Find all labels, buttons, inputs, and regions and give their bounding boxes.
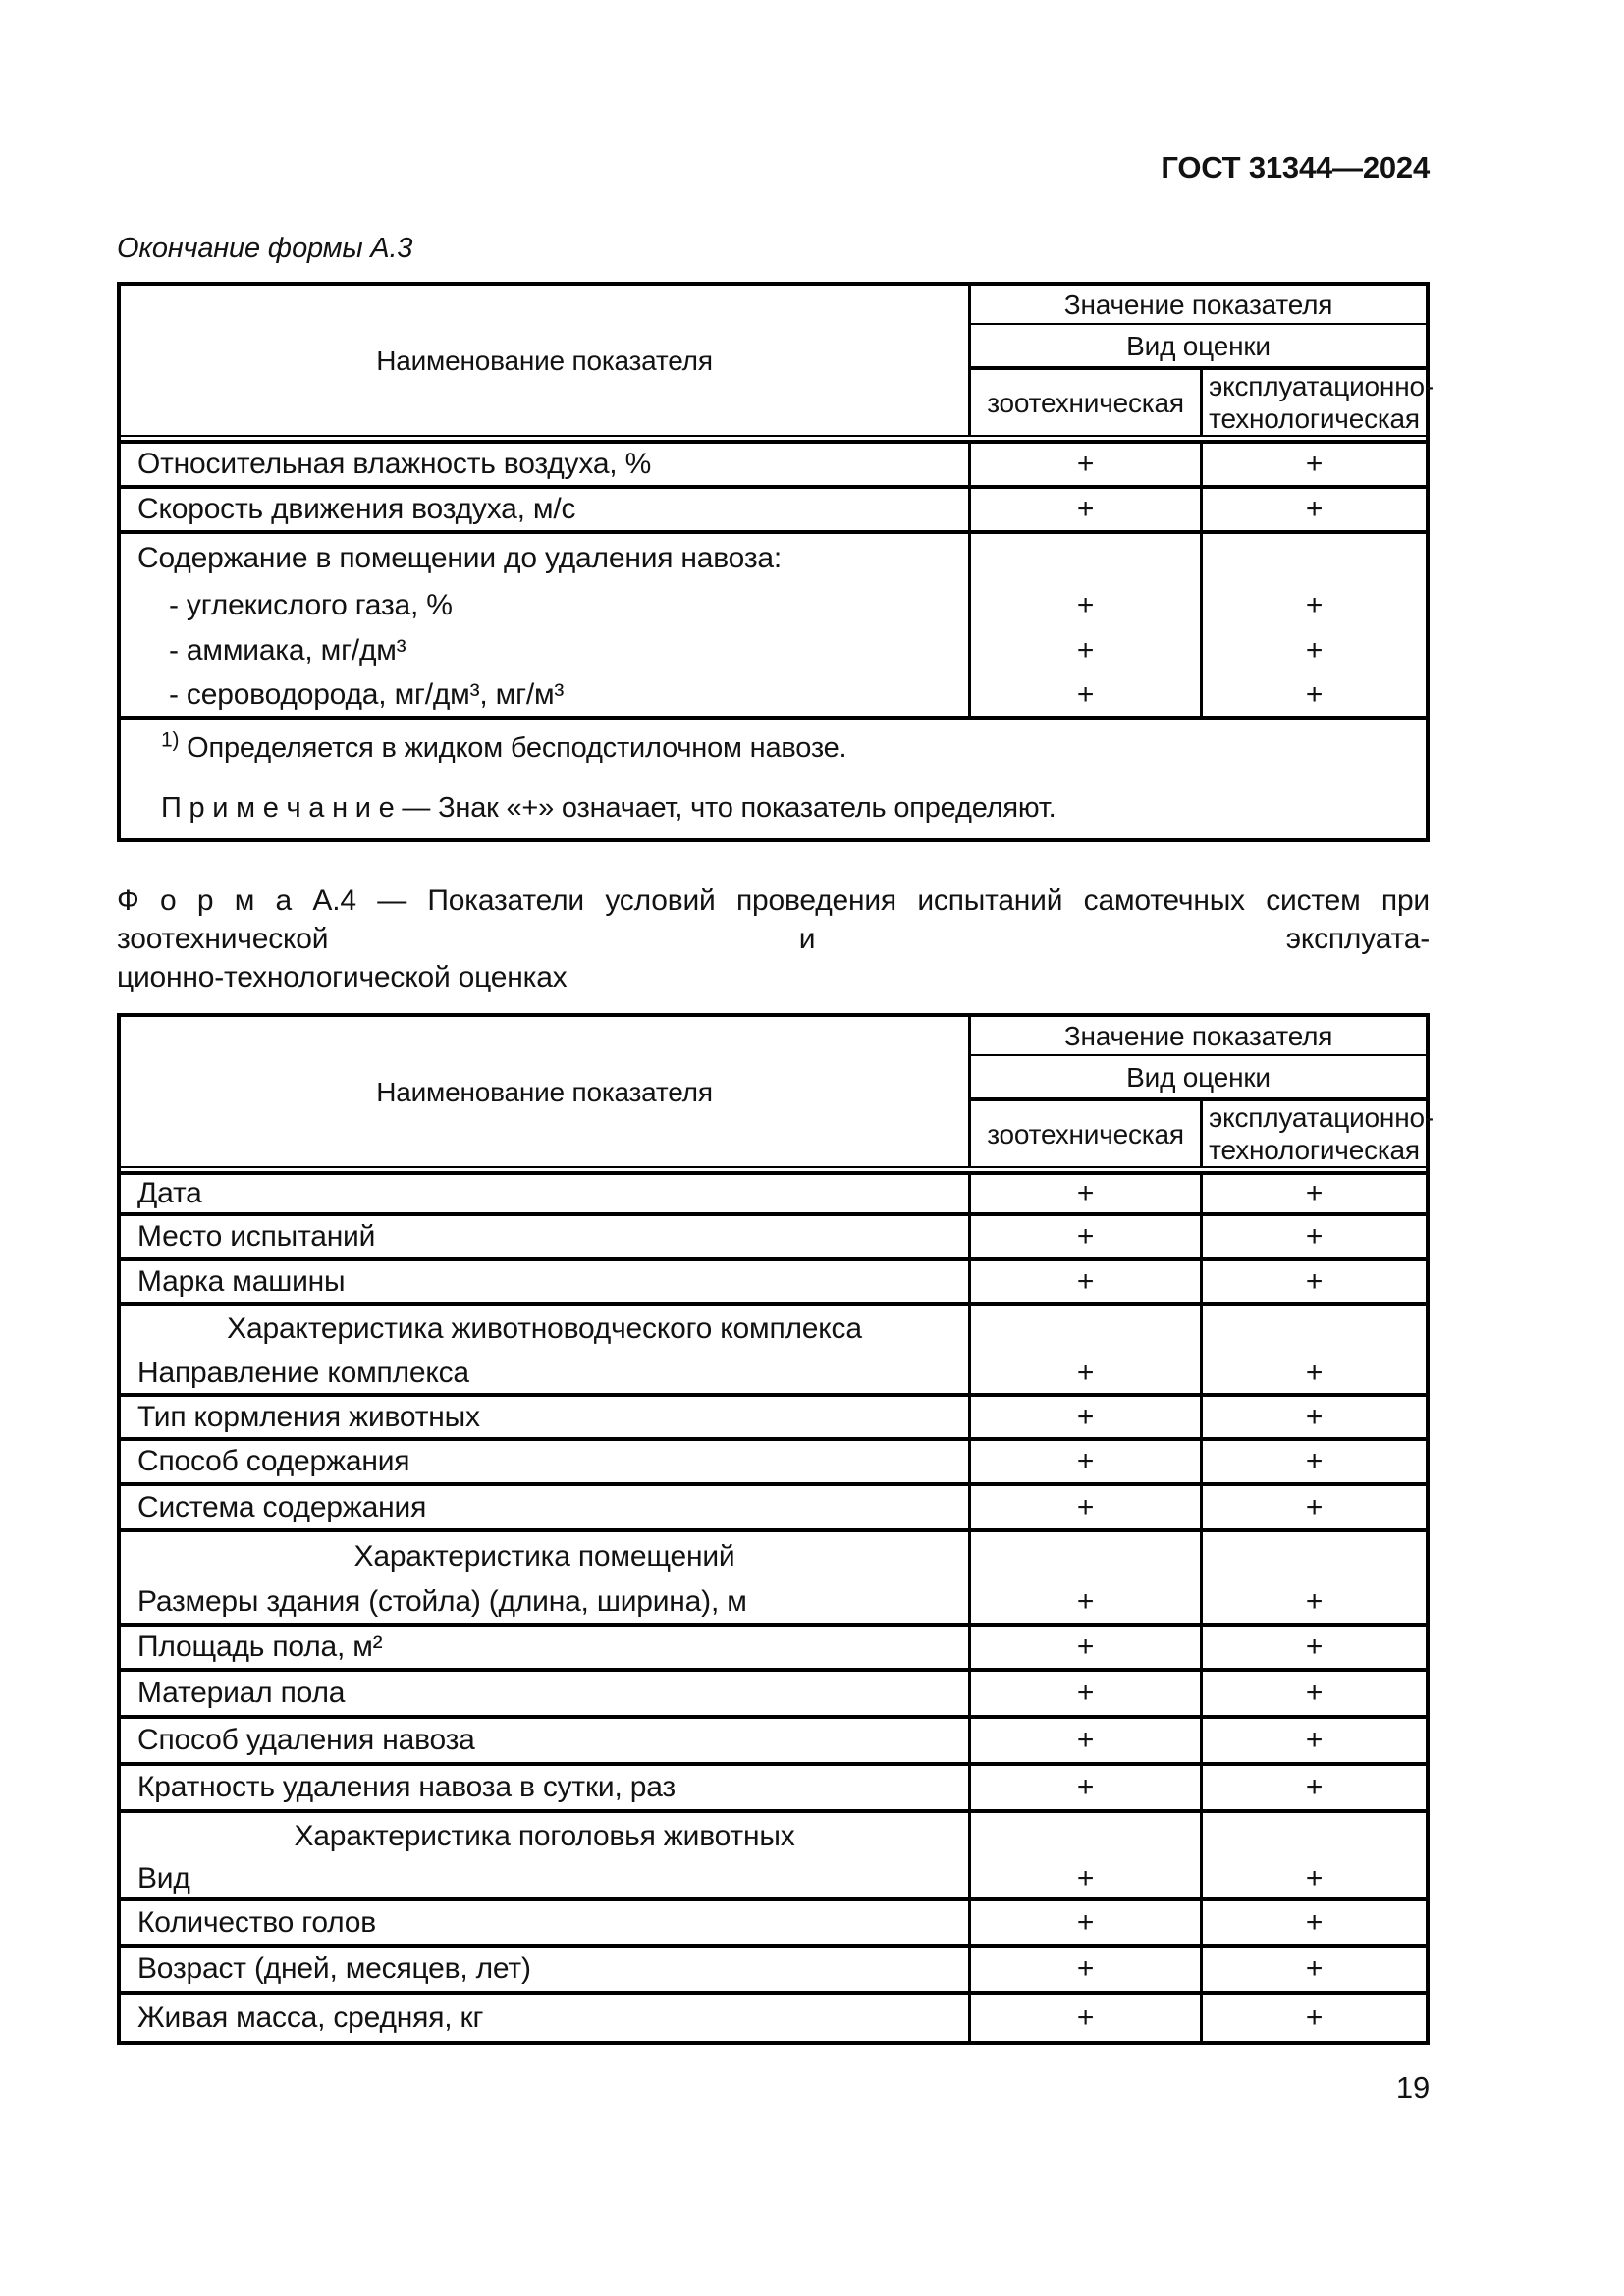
column-header-value-group: Значение показателя	[971, 286, 1426, 325]
operational-value-cell: +	[1203, 1397, 1426, 1441]
indicator-name-cell: Дата	[121, 1175, 971, 1216]
indicator-name-cell: Площадь пола, м²	[121, 1627, 971, 1672]
column-header-kind-group: Вид оценки	[971, 325, 1426, 370]
operational-value-cell: +	[1203, 1441, 1426, 1486]
operational-value-cell: +	[1203, 1627, 1426, 1672]
indicator-name-cell: Марка машины	[121, 1261, 971, 1306]
table-row	[121, 1948, 1426, 1995]
indicator-name-cell: - углекислого газа, %	[121, 583, 971, 628]
zootechnical-value-cell: +	[971, 1353, 1203, 1397]
table-row	[121, 1901, 1426, 1948]
table-row	[121, 1486, 1426, 1532]
footnote-marker: 1)	[161, 728, 180, 752]
zootechnical-value-cell: +	[971, 1766, 1203, 1813]
table-row	[121, 1175, 1426, 1216]
table-row	[121, 489, 1426, 534]
indicator-name-cell: Относительная влажность воздуха, %	[121, 444, 971, 489]
zootechnical-value-cell: +	[971, 1175, 1203, 1216]
operational-value-cell: +	[1203, 444, 1426, 489]
note-line	[161, 791, 1402, 825]
zootechnical-value-cell: +	[971, 1580, 1203, 1627]
indicator-name-cell: Место испытаний	[121, 1216, 971, 1261]
operational-value-cell: +	[1203, 1766, 1426, 1813]
indicator-name-cell: - аммиака, мг/дм³	[121, 628, 971, 673]
zootechnical-value-cell: +	[971, 1995, 1203, 2041]
doc-code: ГОСТ 31344—2024	[1161, 150, 1430, 185]
indicator-name-cell: Живая масса, средняя, кг	[121, 1995, 971, 2041]
section-header-row	[121, 1813, 1426, 1859]
form-a3-table	[117, 282, 1434, 842]
table-row	[121, 1353, 1426, 1397]
table-row	[121, 1859, 1426, 1901]
section-title-cell: Характеристика помещений	[121, 1532, 971, 1580]
zootechnical-value-cell: +	[971, 1627, 1203, 1672]
indicator-name-cell: Направление комплекса	[121, 1353, 971, 1397]
zootechnical-value-cell: +	[971, 1672, 1203, 1719]
operational-value-cell: +	[1305, 589, 1324, 621]
indicator-name-cell: Материал пола	[121, 1672, 971, 1719]
operational-value-cell: +	[1203, 1672, 1426, 1719]
zootechnical-value-cell: +	[971, 1901, 1203, 1948]
indicator-name-cell: Скорость движения воздуха, м/с	[121, 489, 971, 534]
indicator-name-cell: Система содержания	[121, 1486, 971, 1532]
page-number: 19	[1395, 2070, 1430, 2105]
zootechnical-value-cell	[971, 1813, 1203, 1859]
table-row	[121, 583, 1426, 628]
zootechnical-value-cell	[971, 534, 1203, 583]
zootechnical-value-cell: +	[971, 1441, 1203, 1486]
indicator-name-cell: Количество голов	[121, 1901, 971, 1948]
zootechnical-value-cell: +	[971, 1859, 1203, 1901]
operational-value-cell: +	[1203, 1216, 1426, 1261]
table-row	[121, 444, 1426, 489]
column-header-operational: эксплуатационно-технологическая	[1203, 1101, 1426, 1168]
operational-value-cell: +	[1203, 1175, 1426, 1216]
indicator-name-cell: Возраст (дней, месяцев, лет)	[121, 1948, 971, 1995]
form-a4-title-line1: Ф о р м а А.4 — Показатели условий проведения испытаний самотечных систем при зоотехнической и эксплуата-	[117, 884, 1430, 955]
operational-value-cell	[1203, 1532, 1426, 1580]
table-row	[121, 534, 1426, 583]
operational-value-cell	[1203, 534, 1426, 583]
table-row	[121, 673, 1426, 720]
indicator-name-cell: Способ содержания	[121, 1441, 971, 1486]
table-row	[121, 1672, 1426, 1719]
column-header-kind-group: Вид оценки	[971, 1056, 1426, 1101]
table-row	[121, 1441, 1426, 1486]
header-divider	[121, 437, 1426, 444]
table-row	[121, 628, 1426, 673]
table-row	[121, 1216, 1426, 1261]
table-header-row	[121, 1017, 1426, 1056]
page-content	[117, 0, 1434, 2106]
operational-value-cell: +	[1203, 1948, 1426, 1995]
zootechnical-value-cell: +	[971, 444, 1203, 489]
operational-value-cell: +	[1305, 634, 1324, 667]
zootechnical-value-cell: +	[971, 583, 1203, 628]
indicator-name-cell: Тип кормления животных	[121, 1397, 971, 1441]
operational-value-cell: +	[1203, 673, 1426, 720]
section-header-row	[121, 1532, 1426, 1580]
operational-value-cell: +	[1203, 1261, 1426, 1306]
operational-value-cell: +	[1203, 1580, 1426, 1627]
zootechnical-value-cell: +	[971, 1397, 1203, 1441]
indicator-name-cell: Размеры здания (стойла) (длина, ширина), м	[121, 1580, 971, 1627]
operational-value-cell: +	[1305, 2001, 1324, 2034]
footnote-row	[121, 720, 1426, 838]
operational-value-cell	[1203, 1813, 1426, 1859]
indicator-name-cell: Кратность удаления навоза в сутки, раз	[121, 1766, 971, 1813]
zootechnical-value-cell: +	[971, 1719, 1203, 1766]
note-label: П р и м е ч а н и е	[161, 792, 395, 824]
zootechnical-value-cell: +	[971, 1216, 1203, 1261]
section-title-cell: Характеристика поголовья животных	[121, 1813, 971, 1859]
column-header-value-group: Значение показателя	[971, 1017, 1426, 1056]
indicator-name-cell: Содержание в помещении до удаления навоза:	[121, 534, 971, 583]
zootechnical-value-cell: +	[971, 1261, 1203, 1306]
column-header-name: Наименование показателя	[121, 1017, 971, 1168]
section-header-row	[121, 1306, 1426, 1353]
form-a4-table	[117, 1013, 1434, 2045]
operational-value-cell: +	[1203, 1901, 1426, 1948]
zootechnical-value-cell: +	[971, 1486, 1203, 1532]
operational-value-cell: +	[1203, 489, 1426, 534]
table-row	[121, 1397, 1426, 1441]
operational-value-cell	[1203, 1306, 1426, 1353]
table-row	[121, 1627, 1426, 1672]
footnote-line	[161, 728, 1402, 765]
indicator-name-cell: - сероводорода, мг/дм³, мг/м³	[121, 673, 971, 720]
table-row	[121, 1261, 1426, 1306]
operational-value-cell: +	[1203, 1859, 1426, 1901]
zootechnical-value-cell: +	[971, 1948, 1203, 1995]
indicator-name-cell: Вид	[121, 1859, 971, 1901]
form-a4-title	[117, 881, 1430, 996]
table-row	[121, 1766, 1426, 1813]
form-a3-caption: Окончание формы А.3	[117, 233, 413, 264]
column-header-zootechnical: зоотехническая	[971, 1101, 1203, 1168]
zootechnical-value-cell: +	[971, 489, 1203, 534]
zootechnical-value-cell	[971, 1532, 1203, 1580]
note-text: — Знак «+» означает, что показатель определяют.	[402, 792, 1056, 824]
column-header-name: Наименование показателя	[121, 286, 971, 437]
indicator-name-cell: Способ удаления навоза	[121, 1719, 971, 1766]
footnote	[121, 720, 1426, 838]
zootechnical-value-cell: +	[971, 673, 1203, 720]
table-row	[121, 1580, 1426, 1627]
header-divider	[121, 1168, 1426, 1175]
operational-value-cell: +	[1203, 1353, 1426, 1397]
column-header-zootechnical: зоотехническая	[971, 370, 1203, 437]
table-row	[121, 1719, 1426, 1766]
table-row	[121, 1995, 1426, 2041]
zootechnical-value-cell: +	[971, 628, 1203, 673]
operational-value-cell: +	[1203, 1719, 1426, 1766]
column-header-operational: эксплуатационно-технологическая	[1203, 370, 1426, 437]
footnote-text: Определяется в жидком бесподстилочном навозе.	[187, 732, 847, 764]
section-title-cell: Характеристика животноводческого комплекса	[121, 1306, 971, 1353]
zootechnical-value-cell	[971, 1306, 1203, 1353]
table-header-row	[121, 286, 1426, 325]
operational-value-cell: +	[1203, 1486, 1426, 1532]
form-a4-title-line2: ционно-технологической оценках	[117, 961, 568, 993]
